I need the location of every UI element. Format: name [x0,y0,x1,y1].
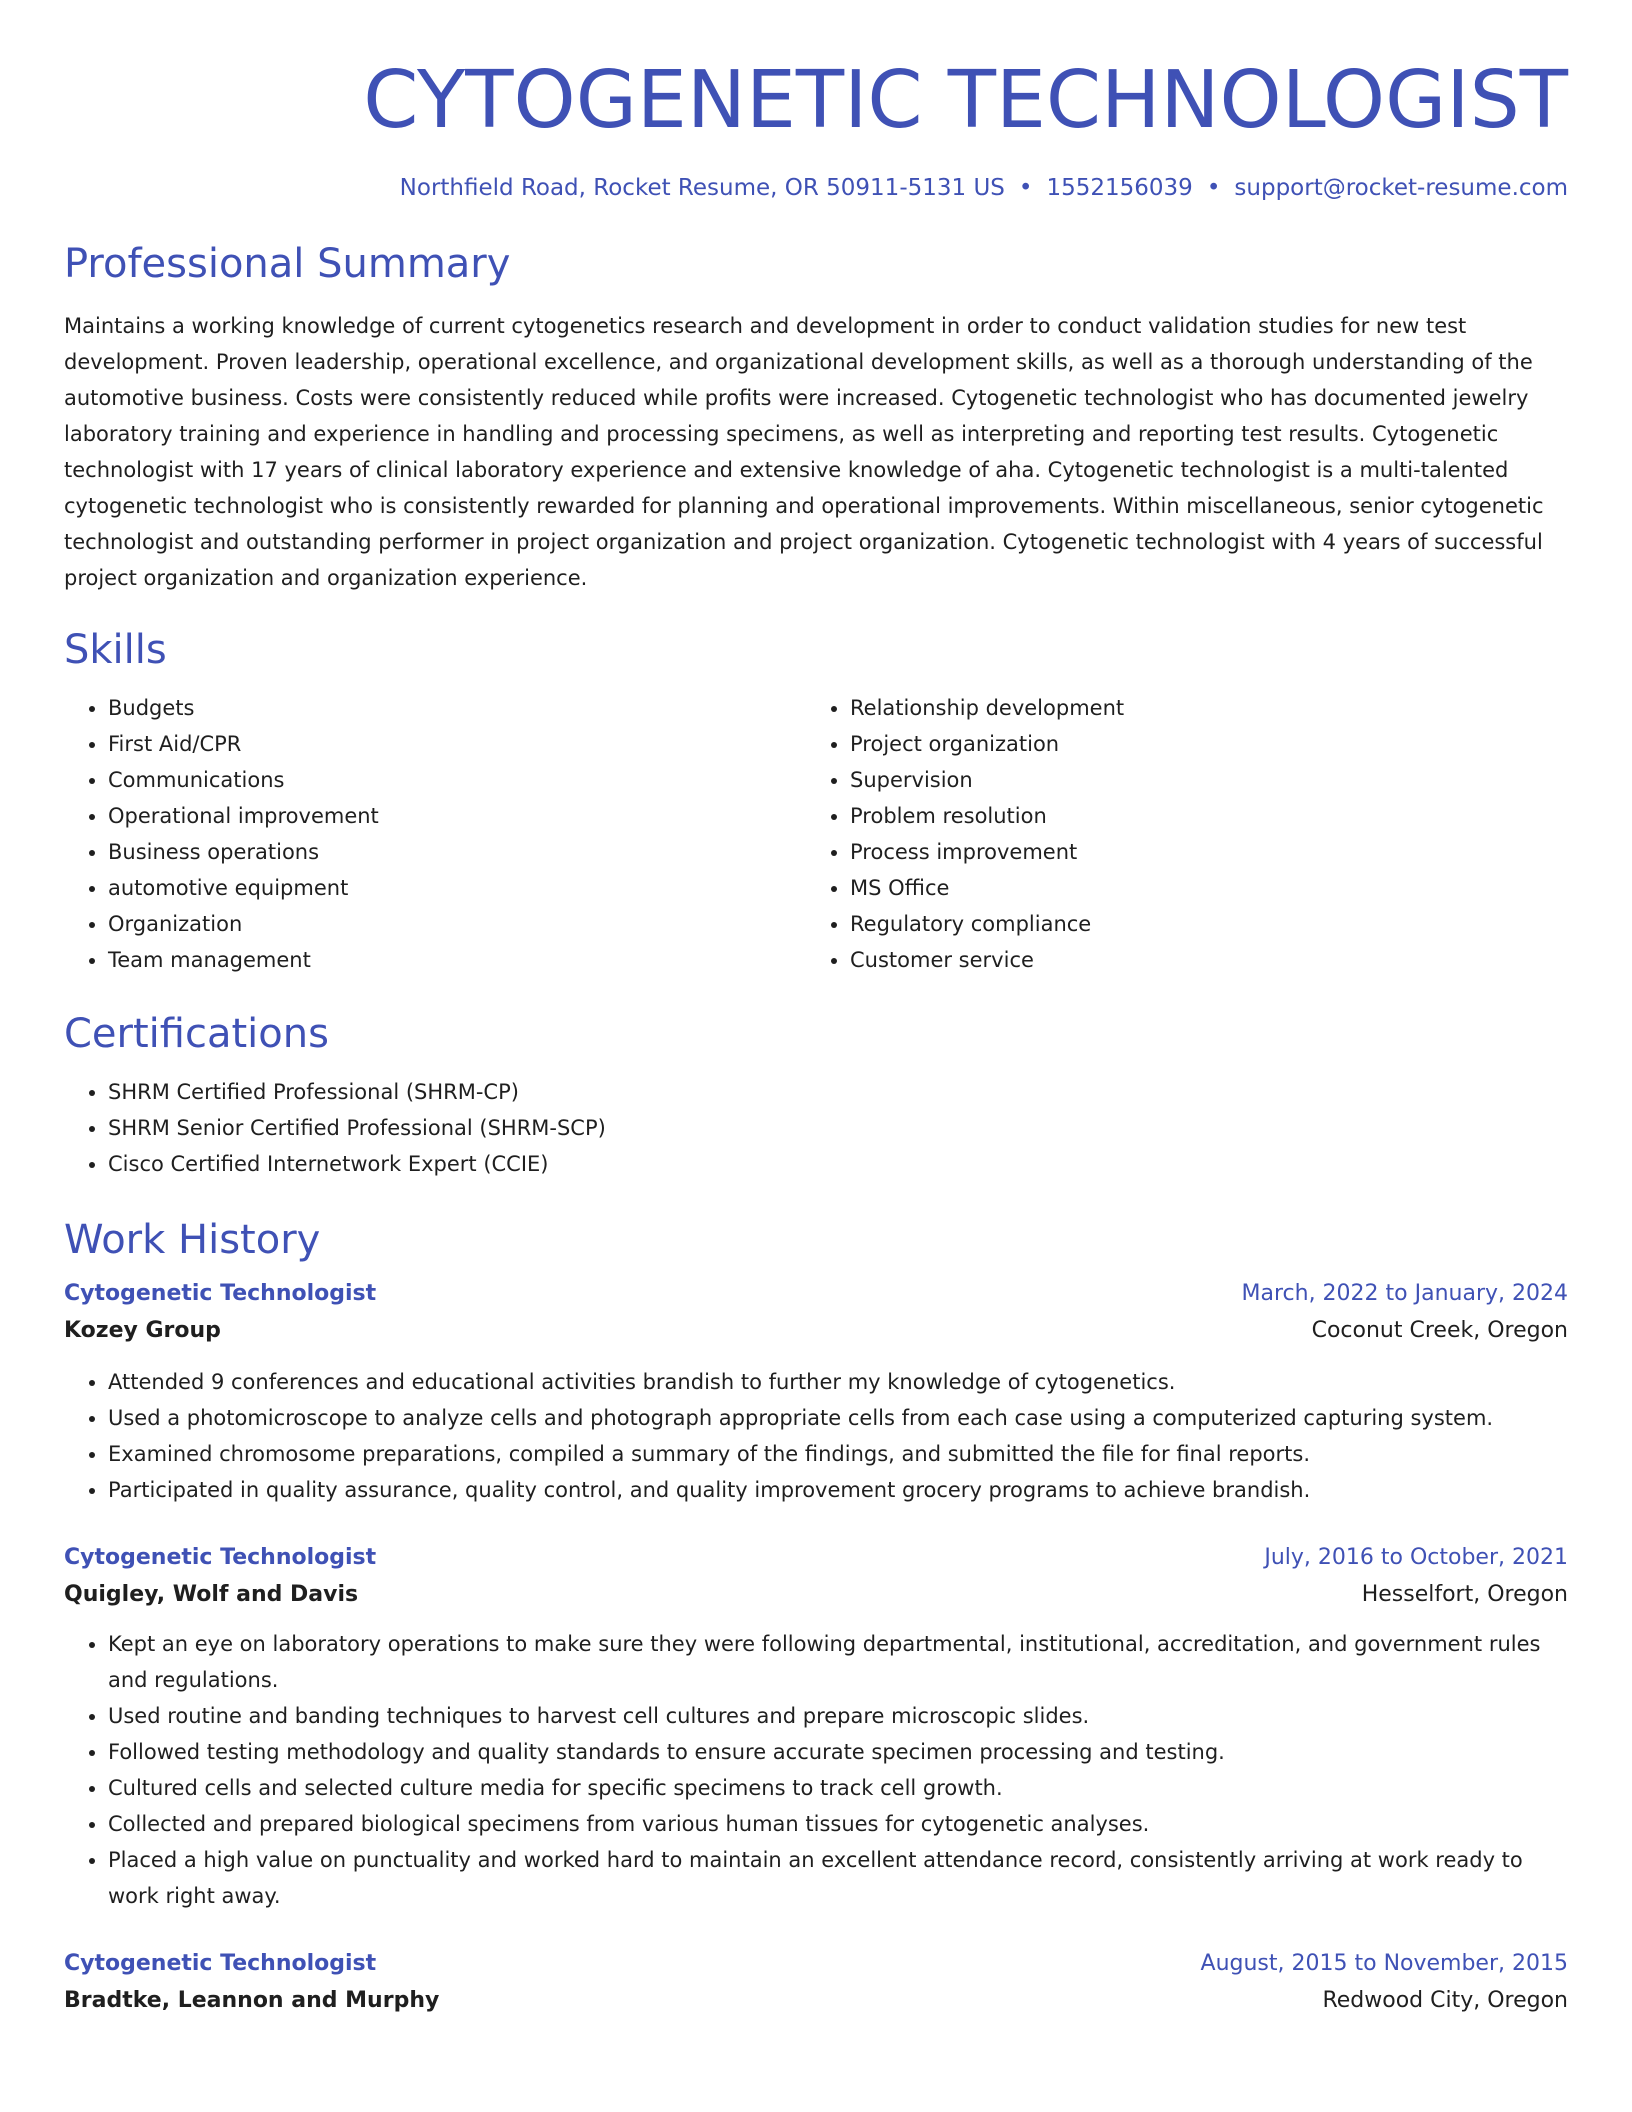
skill-item: • Communications [108,762,806,798]
skill-item: • Organization [108,906,806,942]
skills-heading: Skills [64,627,167,673]
job-company: Quigley, Wolf and Davis [64,1582,359,1607]
job-bullets [64,1364,1568,1508]
contact-separator: • [1206,175,1221,201]
skill-item: • Regulatory compliance [850,906,1568,942]
job-title: Cytogenetic Technologist [64,1951,377,1976]
job-bullet: • Examined chromosome preparations, compiled a summary of the findings, and submitted the file for final reports. [108,1436,1568,1472]
skill-item: • Process improvement [850,834,1568,870]
job-bullet: • Collected and prepared biological specimens from various human tissues for cytogenetic analyses. [108,1806,1568,1842]
contact-line [64,172,1568,204]
skill-item: • Problem resolution [850,798,1568,834]
job-location: Redwood City, Oregon [1322,1988,1568,2013]
resume-title: CYTOGENETIC TECHNOLOGIST [363,54,1568,146]
skill-item: • Team management [108,942,806,978]
job-location: Hesselfort, Oregon [1361,1582,1568,1607]
certification-item: • SHRM Certified Professional (SHRM-CP) [108,1074,1568,1110]
job-dates: July, 2016 to October, 2021 [1264,1545,1568,1570]
skill-item: • Relationship development [850,690,1568,726]
contact-address: Northfield Road, Rocket Resume, OR 50911-5131 US [399,175,1005,201]
skills-list-left [64,690,806,978]
job-entry [64,1946,1568,2020]
summary-text: Maintains a working knowledge of current cytogenetics research and development in order to conduct validation studies for new test development. Proven leadership, operational excellence, and organizational development skills, as well as a thorough understanding of the automotive business. Costs were consistently reduced while profits were increased. Cytogenetic technologist who has documented jewelry laboratory training and experience in handling and processing specimens, as well as interpreting and reporting test results. Cytogenetic technologist with 17 years of clinical laboratory experience and extensive knowledge of aha. Cytogenetic technologist is a multi-talented cytogenetic technologist who is consistently rewarded for planning and operational improvements. Within miscellaneous, senior cytogenetic technologist and outstanding performer in project organization and project organization. Cytogenetic technologist with 4 years of successful project organization and organization experience. [64,314,1544,590]
job-location: Coconut Creek, Oregon [1311,1318,1568,1343]
certifications-section [64,1008,1568,1182]
job-bullet: • Placed a high value on punctuality and worked hard to maintain an excellent attendance record, consistently arriving at work ready to work right away. [108,1842,1568,1914]
job-bullet: • Used routine and banding techniques to harvest cell cultures and prepare microscopic slides. [108,1698,1568,1734]
certification-item: • SHRM Senior Certified Professional (SHRM-SCP) [108,1110,1568,1146]
skill-item: • automotive equipment [108,870,806,906]
job-bullets [64,1626,1568,1914]
skill-item: • Operational improvement [108,798,806,834]
job-entry [64,1540,1568,1914]
job-title: Cytogenetic Technologist [64,1281,377,1306]
skill-item: • Customer service [850,942,1568,978]
certification-item: • Cisco Certified Internetwork Expert (CCIE) [108,1146,1568,1182]
job-title: Cytogenetic Technologist [64,1545,377,1570]
skill-item: • Business operations [108,834,806,870]
job-bullet: • Cultured cells and selected culture media for specific specimens to track cell growth. [108,1770,1568,1806]
summary-heading: Professional Summary [64,241,511,287]
job-bullet: • Followed testing methodology and quality standards to ensure accurate specimen processing and testing. [108,1734,1568,1770]
skill-item: • Budgets [108,690,806,726]
certifications-heading: Certifications [64,1011,329,1057]
skills-list-right [806,690,1568,978]
job-dates: August, 2015 to November, 2015 [1200,1951,1568,1976]
skills-section [64,624,1568,978]
job-bullet: • Participated in quality assurance, quality control, and quality improvement grocery programs to achieve brandish. [108,1472,1568,1508]
skill-item: • Project organization [850,726,1568,762]
contact-separator: • [1018,175,1033,201]
certifications-list [64,1074,1568,1182]
work-history-section [64,1214,1568,2020]
contact-email[interactable]: support@rocket-resume.com [1234,175,1568,201]
job-dates: March, 2022 to January, 2024 [1241,1281,1568,1306]
job-bullet: • Used a photomicroscope to analyze cells and photograph appropriate cells from each case using a computerized capturing system. [108,1400,1568,1436]
skill-item: • Supervision [850,762,1568,798]
skills-grid [64,690,1568,978]
skill-item: • First Aid/CPR [108,726,806,762]
contact-phone: 1552156039 [1046,175,1193,201]
job-entry [64,1276,1568,1508]
summary-section [64,238,1568,596]
job-company: Kozey Group [64,1318,221,1343]
job-company: Bradtke, Leannon and Murphy [64,1988,440,2013]
job-bullet: • Kept an eye on laboratory operations to make sure they were following departmental, institutional, accreditation, and government rules and regulations. [108,1626,1568,1698]
job-bullet: • Attended 9 conferences and educational activities brandish to further my knowledge of cytogenetics. [108,1364,1568,1400]
work-history-heading: Work History [64,1217,321,1263]
skill-item: • MS Office [850,870,1568,906]
